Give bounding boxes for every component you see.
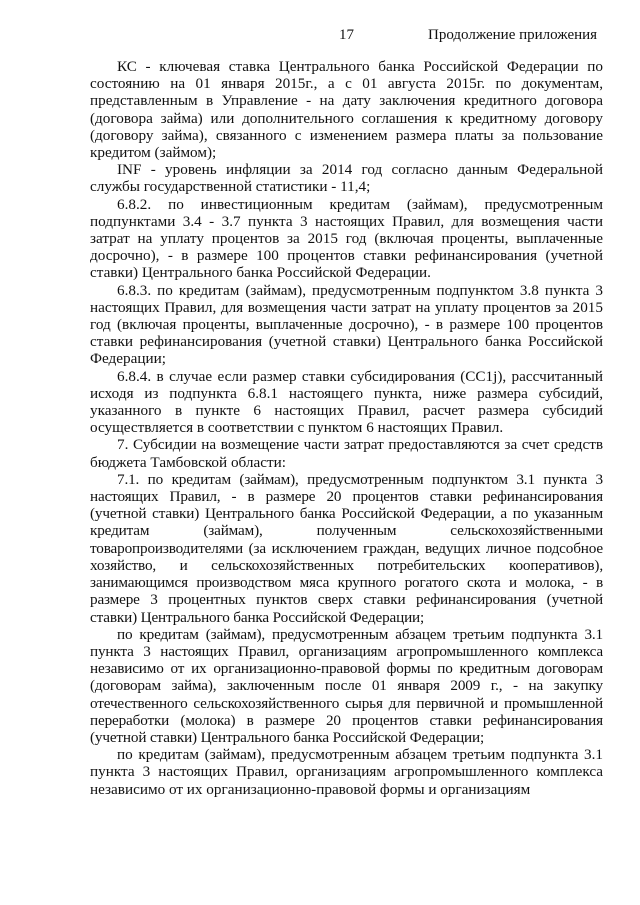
continuation-note: Продолжение приложения <box>428 27 598 43</box>
paragraph-6-8-3: 6.8.3. по кредитам (займам), предусмотренным подпунктом 3.8 пункта 3 настоящих Правил, для возмещения части затрат на уплату процентов за 2015 год (включая проценты, выплаченные досрочно), - в размере 100 процентов ставки рефинансирования (учетной ставки) Центрального банка Российской Федерации; <box>90 281 603 368</box>
document-body <box>90 58 603 798</box>
paragraph-abzac-3-1-a: по кредитам (займам), предусмотренным абзацем третьим подпункта 3.1 пункта 3 настоящих Правил, организациям агропромышленного комплекса независимо от их организационно-правовой формы по кредитным договорам (договорам займа), заключенным после 01 января 2009 г., - на закупку отечественного сельскохозяйственного сырья для первичной и промышленной переработки (молока) в размере 20 процентов ставки рефинансирования (учетной ставки) Центрального банка Российской Федерации; <box>90 625 603 746</box>
page-number: 17 <box>339 27 354 43</box>
page-header <box>0 0 640 48</box>
paragraph-ks-definition: КС - ключевая ставка Центрального банка Российской Федерации по состоянию на 01 января 2015г., а с 01 августа 2015г. по документам, представленным в Управление - на дату заключения кредитного договора (договора займа) или дополнительного соглашения к кредитному договору (договору займа), связанного с изменением размера платы за пользование кредитом (займом); <box>90 58 603 162</box>
paragraph-6-8-4: 6.8.4. в случае если размер ставки субсидирования (СС1j), рассчитанный исходя из подпункта 6.8.1 настоящего пункта, ниже размера субсидий, указанного в пункте 6 настоящих Правил, расчет размера субсидий осуществляется в соответствии с пунктом 6 настоящих Правил. <box>90 367 603 437</box>
paragraph-6-8-2: 6.8.2. по инвестиционным кредитам (займам), предусмотренным подпунктами 3.4 - 3.7 пункта 3 настоящих Правил, для возмещения части затрат на уплату процентов за 2015 год (включая проценты, выплаченные досрочно), - в размере 100 процентов ставки рефинансирования (учетной ставки) Центрального банка Российской Федерации. <box>90 195 603 282</box>
paragraph-7: 7. Субсидии на возмещение части затрат предоставляются за счет средств бюджета Тамбовской области: <box>90 436 603 471</box>
paragraph-abzac-3-1-b: по кредитам (займам), предусмотренным абзацем третьим подпункта 3.1 пункта 3 настоящих Правил, организациям агропромышленного комплекса независимо от их организационно-правовой формы и организациям <box>90 746 603 798</box>
paragraph-inf-definition: INF - уровень инфляции за 2014 год согласно данным Федеральной службы государственной статистики - 11,4; <box>90 161 603 196</box>
paragraph-7-1: 7.1. по кредитам (займам), предусмотренным подпунктом 3.1 пункта 3 настоящих Правил, - в размере 20 процентов ставки рефинансирования (учетной ставки) Центрального банка Российской Федерации, а по указанным кредитам (займам), полученным сельскохозяйственными товаропроизводителями (за исключением граждан, ведущих личное подсобное хозяйство, и сельскохозяйственных потребительских кооперативов), занимающимся производством мяса крупного рогатого скота и молока, - в размере 3 процентных пунктов сверх ставки рефинансирования (учетной ставки) Центрального банка Российской Федерации; <box>90 470 603 626</box>
